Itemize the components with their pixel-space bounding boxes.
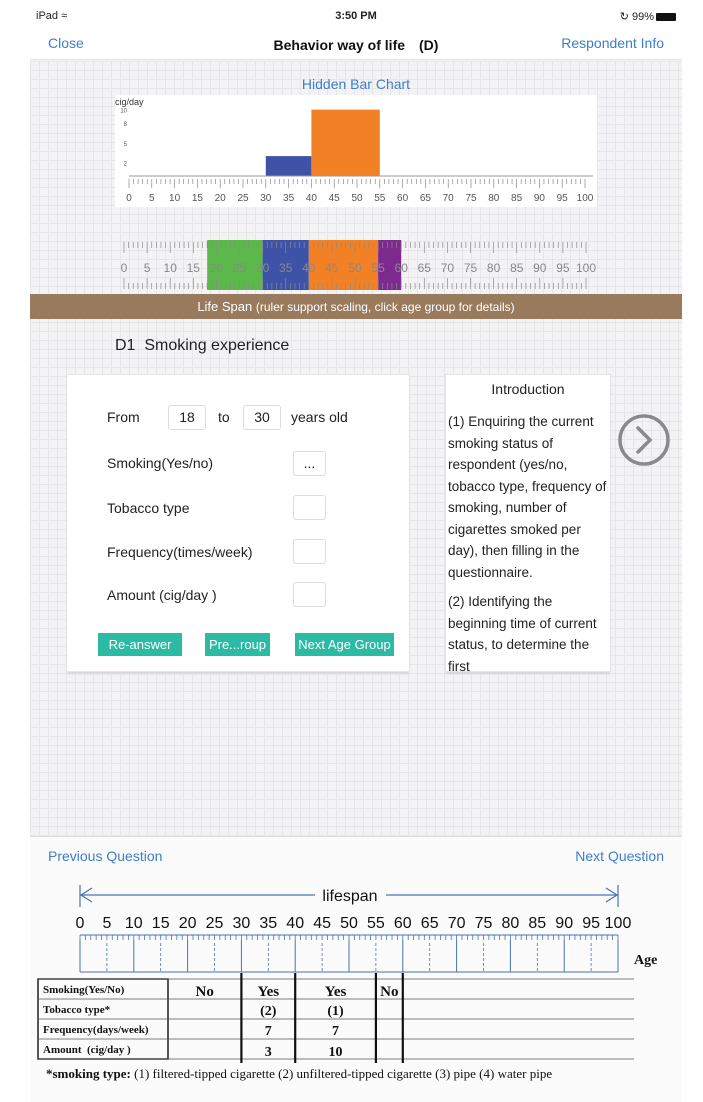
frequency-input[interactable] [293,539,326,564]
section-code: D1 [115,337,136,354]
chevron-right-circle-icon[interactable] [616,414,672,470]
question-form-card [66,374,410,672]
age-number: 0 [75,915,85,932]
table-row-label: Frequency(days/week) [43,1024,149,1036]
age-number: 65 [420,915,439,932]
x-tick-label: 45 [328,193,340,204]
ruler-age-label: 10 [163,261,177,275]
to-label: to [218,409,230,425]
from-age-input[interactable]: 18 [168,405,206,430]
x-tick-label: 20 [214,193,226,204]
x-tick-label: 15 [191,193,203,204]
tobacco-type-select[interactable] [293,495,326,520]
x-tick-label: 60 [397,193,409,204]
battery-indicator: ↻ 99% [620,10,676,23]
age-number: 95 [582,915,600,932]
ruler-age-label: 80 [486,261,501,275]
x-tick-label: 50 [351,193,363,204]
ruler-age-label: 40 [302,261,316,275]
tobacco-type-cell: (1) [327,1004,344,1019]
x-tick-label: 65 [419,193,431,204]
ruler-age-label: 0 [120,261,128,275]
age-number: 15 [151,915,170,932]
ruler-age-label: 45 [325,261,339,275]
amount-input[interactable] [293,582,326,607]
ruler-age-label: 55 [371,261,385,275]
page-title: Behavior way of life (D) [273,37,439,53]
age-number: 85 [528,915,547,932]
amount-label: Amount (cig/day ) [107,587,217,603]
age-number: 100 [604,915,632,932]
chart-bar [311,110,379,176]
smoking-status-cell: Yes [257,984,280,1000]
next-question-button[interactable]: Next Question [575,848,664,864]
ruler-age-label: 85 [510,261,524,275]
table-row-label: Amount (cig/day ) [43,1044,131,1056]
x-tick-label: 10 [169,193,181,204]
ruler-age-label: 20 [209,261,224,275]
lifespan-scheme-figure [30,877,682,1067]
status-bar [30,0,682,30]
ruler-age-label: 95 [556,261,570,275]
age-number: 60 [393,915,412,932]
age-number: 90 [555,915,574,932]
section-title [115,337,289,355]
age-ruler [80,935,618,972]
x-tick-label: 5 [149,193,155,204]
previous-question-button[interactable]: Previous Question [48,848,163,864]
age-number: 25 [205,915,224,932]
ruler-age-label: 65 [417,261,431,275]
amount-cell: 3 [264,1045,272,1060]
smoking-select[interactable]: ... [293,451,326,476]
ipad-screen [30,0,682,1102]
clock: 3:50 PM [335,10,377,22]
ruler-age-label: 15 [186,261,200,275]
age-number: 10 [124,915,143,932]
x-tick-label: 95 [556,193,568,204]
y-tick-label: 2 [123,161,127,168]
to-age-input[interactable]: 30 [243,405,281,430]
ruler-age-label: 75 [463,261,478,275]
x-tick-label: 75 [465,193,477,204]
smoking-status-cell: No [195,984,214,1000]
chart-bar [266,156,312,176]
ruler-age-label: 60 [394,261,408,275]
age-number: 70 [447,915,466,932]
ruler-age-label: 50 [348,261,362,275]
life-span-bar [30,294,682,319]
age-number: 50 [340,915,358,932]
previous-age-group-button[interactable]: Pre...roup [205,633,270,656]
ruler-age-label: 100 [575,261,597,275]
x-tick-label: 30 [260,193,272,204]
frequency-label: Frequency(times/week) [107,544,253,560]
x-tick-label: 25 [237,193,249,204]
tobacco-type-label: Tobacco type [107,500,190,516]
respondent-info-button[interactable]: Respondent Info [561,35,664,51]
next-age-group-button[interactable]: Next Age Group [295,633,394,656]
frequency-cell: 7 [264,1024,272,1039]
ruler-age-label: 30 [255,261,270,275]
lifespan-label: lifespan [322,888,378,905]
device-label: iPad ≈ [36,10,68,22]
x-tick-label: 90 [533,193,545,204]
footnote-heading: *smoking type: [46,1066,131,1081]
life-span-label: Life Span [197,299,253,314]
x-tick-label: 40 [305,193,317,204]
introduction-panel[interactable] [445,374,611,672]
ruler-age-label: 5 [143,261,151,275]
smoking-status-cell: Yes [324,984,347,1000]
age-number: 35 [259,915,278,932]
introduction-text [448,411,610,685]
y-axis-label: cig/day [115,97,144,107]
y-tick-label: 5 [123,141,127,148]
age-number: 80 [501,915,520,932]
age-number: 5 [102,915,112,932]
smoking-history-table [38,973,634,1063]
ruler-age-label: 70 [440,261,455,275]
close-button[interactable]: Close [48,35,84,51]
life-span-hint: (ruler support scaling, click age group for details) [255,300,515,314]
from-label: From [107,409,140,425]
frequency-cell: 7 [332,1024,340,1039]
tobacco-type-cell: (2) [260,1004,277,1019]
lock-rotation-icon: ↻ [619,11,629,23]
battery-icon [656,13,676,21]
age-number: 30 [232,915,251,932]
smoking-status-cell: No [380,984,399,1000]
life-span-ruler[interactable] [120,236,597,290]
y-tick-label: 10 [120,108,127,115]
smoking-type-footnote [46,1066,552,1082]
nav-bar [30,30,682,60]
years-old-label: years old [291,409,348,425]
bottom-panel [30,836,682,1102]
x-tick-label: 80 [488,193,500,204]
hidden-bar-chart [115,95,597,207]
age-number: 40 [286,915,305,932]
introduction-paragraph: (2) Identifying the beginning time of current status, to determine the first [448,594,597,674]
smoking-label: Smoking(Yes/no) [107,455,214,471]
ruler-age-label: 25 [232,261,247,275]
amount-cell: 10 [328,1045,343,1060]
wifi-icon: ≈ [61,10,68,22]
hidden-chart-title: Hidden Bar Chart [301,76,411,92]
table-row-label: Tobacco type* [43,1004,111,1016]
footnote-text: (1) filtered-tipped cigarette (2) unfiltered-tipped cigarette (3) pipe (4) water pipe [130,1066,553,1081]
age-number: 45 [313,915,331,932]
content-area [30,61,682,836]
x-tick-label: 35 [283,193,295,204]
y-tick-label: 8 [123,121,127,128]
age-number: 20 [178,915,197,932]
x-tick-label: 70 [442,193,454,204]
age-axis-label: Age [634,953,658,968]
age-group-segment[interactable] [309,240,378,290]
x-tick-label: 85 [511,193,523,204]
table-row-label: Smoking(Yes/No) [43,984,125,996]
age-number: 75 [474,915,493,932]
age-number: 55 [367,915,385,932]
x-tick-label: 100 [576,193,594,204]
section-name: Smoking experience [144,337,290,354]
x-tick-label: 0 [126,193,132,204]
introduction-title: Introduction [491,381,565,397]
introduction-paragraph: (1) Enquiring the current smoking status of respondent (yes/no, tobacco type, frequency of smoking, number of cigarettes smoked per day), then filling in the questionnaire. [448,414,607,580]
x-tick-label: 55 [374,193,386,204]
ruler-age-label: 90 [533,261,547,275]
ruler-age-label: 35 [279,261,293,275]
re-answer-button[interactable]: Re-answer [98,633,182,656]
